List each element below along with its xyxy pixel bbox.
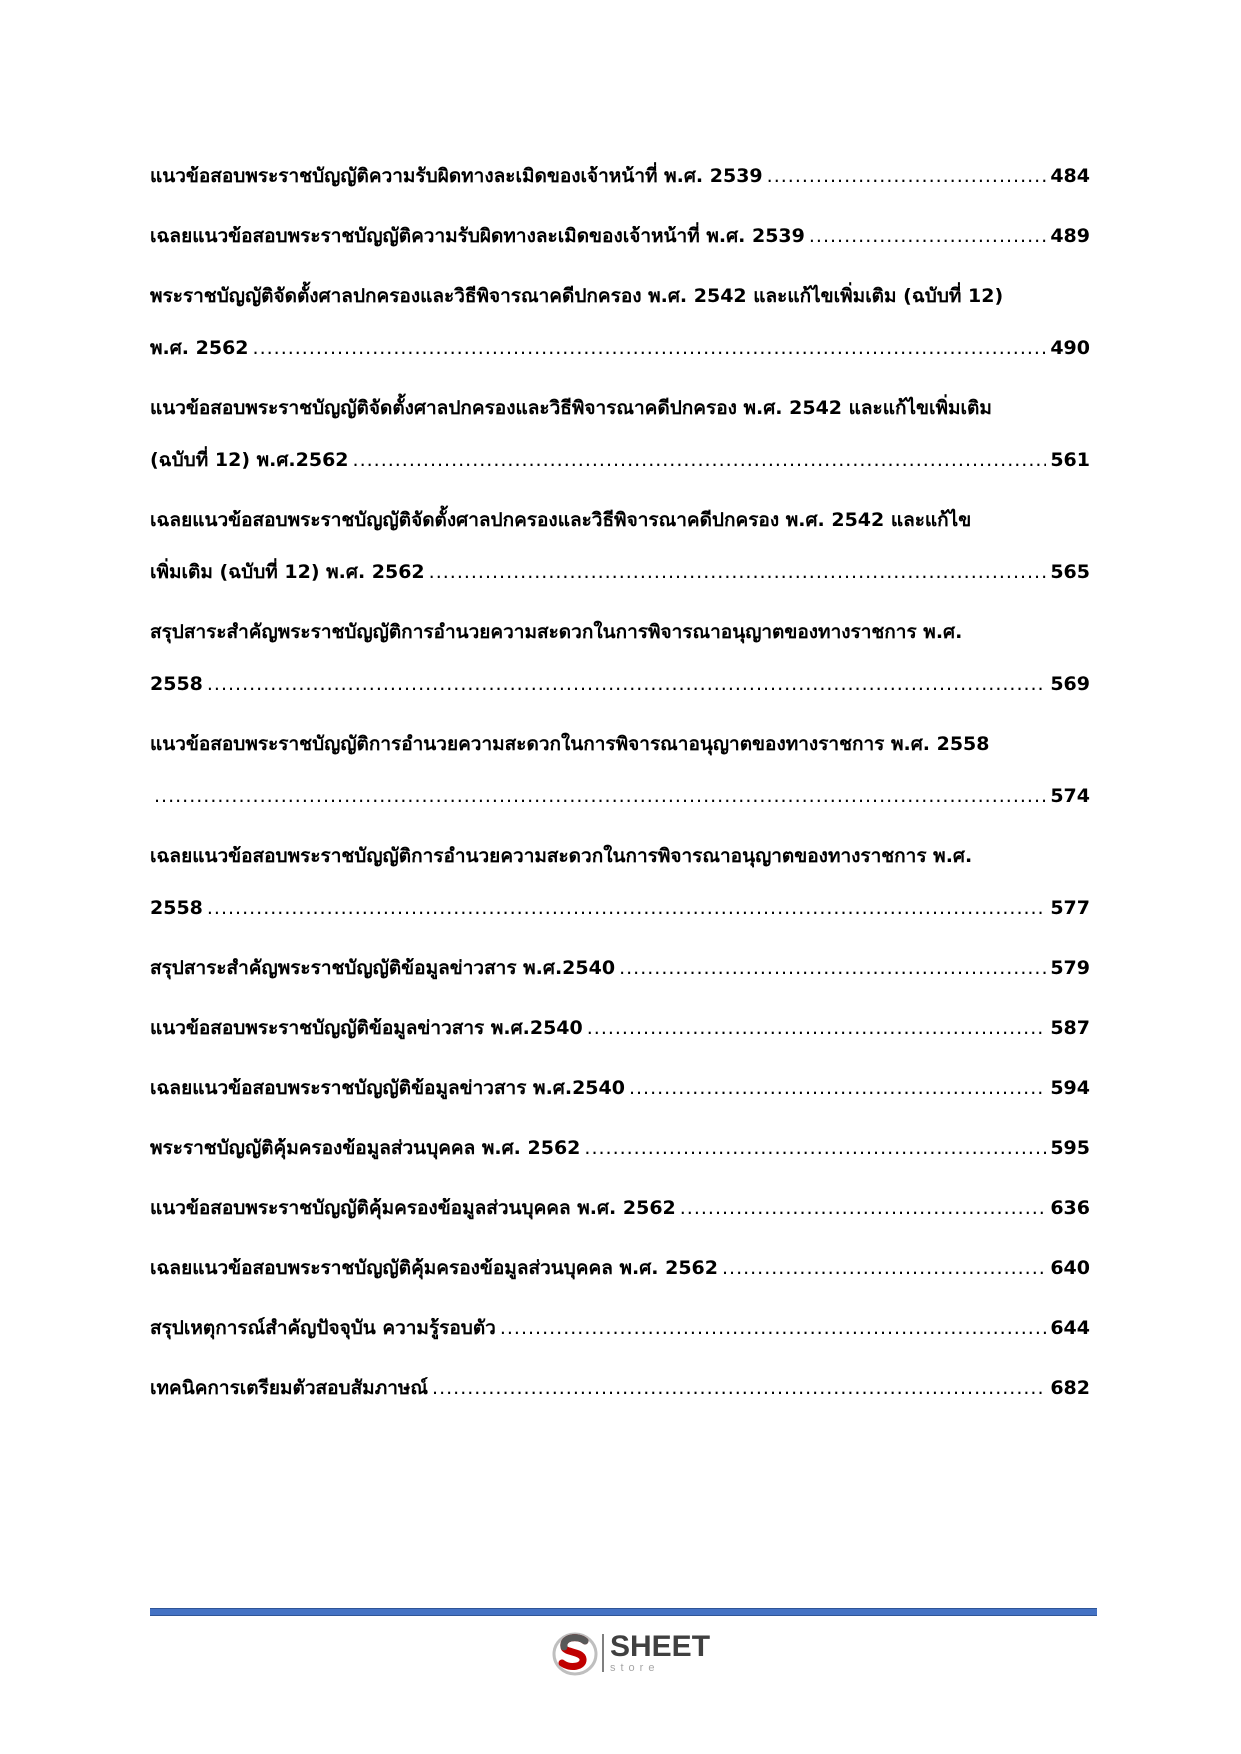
toc-page-number: 561 (1050, 449, 1090, 471)
toc-entry[interactable] (150, 1302, 1090, 1354)
footer-divider (150, 1608, 1097, 1616)
toc-entry-title: พ.ศ. 2562 (150, 337, 249, 359)
dot-leader (353, 434, 1047, 486)
dot-leader (154, 770, 1046, 822)
toc-page-number: 489 (1050, 225, 1090, 247)
dot-leader (619, 942, 1046, 994)
toc-entry[interactable] (150, 1062, 1090, 1114)
toc-entry-line (150, 1122, 1090, 1174)
logo-wordmark: SHEET (610, 1630, 711, 1663)
dot-leader (809, 210, 1046, 262)
dot-leader (587, 1002, 1047, 1054)
logo-subtitle: store (610, 1662, 660, 1674)
dot-leader (207, 882, 1046, 934)
toc-entry-line (150, 1242, 1090, 1294)
toc-entry-title: เฉลยแนวข้อสอบพระราชบัญญัติการอำนวยความสะดวกในการพิจารณาอนุญาตของทางราชการ พ.ศ. (150, 845, 973, 867)
toc-entry-line (150, 322, 1090, 374)
toc-entry-line (150, 210, 1090, 262)
sheet-store-s-logo-icon (552, 1629, 598, 1677)
sheet-store-logo (552, 1625, 722, 1681)
toc-entry[interactable] (150, 494, 1090, 598)
toc-entry[interactable] (150, 718, 1090, 822)
toc-entry-line (150, 1002, 1090, 1054)
toc-entry-title: สรุปเหตุการณ์สำคัญปัจจุบัน ความรู้รอบตัว (150, 1317, 496, 1339)
toc-entry-title: สรุปสาระสำคัญพระราชบัญญัติข้อมูลข่าวสาร พ.ศ.2540 (150, 957, 616, 979)
toc-page-number: 574 (1050, 785, 1090, 807)
dot-leader (500, 1302, 1046, 1354)
toc-entry-line (150, 942, 1090, 994)
dot-leader (432, 1362, 1046, 1414)
toc-entry-title: เฉลยแนวข้อสอบพระราชบัญญัติคุ้มครองข้อมูลส่วนบุคคล พ.ศ. 2562 (150, 1257, 718, 1279)
toc-entry-title: พระราชบัญญัติคุ้มครองข้อมูลส่วนบุคคล พ.ศ. 2562 (150, 1137, 581, 1159)
toc-entry[interactable] (150, 1122, 1090, 1174)
toc-entry-line (150, 150, 1090, 202)
dot-leader (429, 546, 1047, 598)
toc-entry-line (150, 882, 1090, 934)
toc-entry-title: เฉลยแนวข้อสอบพระราชบัญญัติข้อมูลข่าวสาร พ.ศ.2540 (150, 1077, 625, 1099)
toc-page-number: 594 (1050, 1077, 1090, 1099)
toc-entry-line (150, 1062, 1090, 1114)
toc-entry[interactable] (150, 1242, 1090, 1294)
toc-entry-line (150, 1182, 1090, 1234)
toc-page-number: 595 (1050, 1137, 1090, 1159)
toc-entry-title: 2558 (150, 673, 203, 695)
logo-text (610, 1632, 710, 1674)
toc-entry[interactable] (150, 270, 1090, 374)
toc-page-number: 636 (1050, 1197, 1090, 1219)
toc-entry-title: เฉลยแนวข้อสอบพระราชบัญญัติจัดตั้งศาลปกครองและวิธีพิจารณาคดีปกครอง พ.ศ. 2542 และแก้ไข (150, 509, 972, 531)
toc-entry-line (150, 770, 1090, 822)
toc-page-number: 569 (1050, 673, 1090, 695)
dot-leader (680, 1182, 1047, 1234)
toc-entry[interactable] (150, 942, 1090, 994)
toc-entry[interactable] (150, 382, 1090, 486)
toc-page-number: 484 (1050, 165, 1090, 187)
toc-page-number: 490 (1050, 337, 1090, 359)
toc-entry-title: 2558 (150, 897, 203, 919)
toc-entry-line (150, 546, 1090, 598)
toc-entry-title: แนวข้อสอบพระราชบัญญัติคุ้มครองข้อมูลส่วนบุคคล พ.ศ. 2562 (150, 1197, 676, 1219)
toc-entry[interactable] (150, 606, 1090, 710)
toc-entry-line (150, 1302, 1090, 1354)
toc-entry-title: (ฉบับที่ 12) พ.ศ.2562 (150, 449, 349, 471)
toc-entry-title: แนวข้อสอบพระราชบัญญัติจัดตั้งศาลปกครองและวิธีพิจารณาคดีปกครอง พ.ศ. 2542 และแก้ไขเพิ่มเติม (150, 397, 992, 419)
toc-entry-line (150, 434, 1090, 486)
toc-entry[interactable] (150, 1362, 1090, 1414)
toc-page-number: 579 (1050, 957, 1090, 979)
toc-entry[interactable] (150, 1002, 1090, 1054)
toc-entry-title: แนวข้อสอบพระราชบัญญัติการอำนวยความสะดวกในการพิจารณาอนุญาตของทางราชการ พ.ศ. 2558 (150, 733, 990, 755)
toc-entry-title: เพิ่มเติม (ฉบับที่ 12) พ.ศ. 2562 (150, 561, 425, 583)
toc-entry-title: แนวข้อสอบพระราชบัญญัติความรับผิดทางละเมิดของเจ้าหน้าที่ พ.ศ. 2539 (150, 165, 763, 187)
toc-entry-title: สรุปสาระสำคัญพระราชบัญญัติการอำนวยความสะดวกในการพิจารณาอนุญาตของทางราชการ พ.ศ. (150, 621, 963, 643)
toc-entry[interactable] (150, 830, 1090, 934)
toc-page-number: 587 (1050, 1017, 1090, 1039)
toc-page-number: 644 (1050, 1317, 1090, 1339)
toc-page-number: 682 (1050, 1377, 1090, 1399)
toc-page-number: 640 (1050, 1257, 1090, 1279)
toc-page-number: 565 (1050, 561, 1090, 583)
logo-divider (602, 1634, 604, 1672)
toc-entry-title: เทคนิคการเตรียมตัวสอบสัมภาษณ์ (150, 1377, 429, 1399)
toc-entry[interactable] (150, 150, 1090, 202)
dot-leader (722, 1242, 1046, 1294)
dot-leader (629, 1062, 1046, 1114)
dot-leader (207, 658, 1046, 710)
toc-page-number: 577 (1050, 897, 1090, 919)
dot-leader (584, 1122, 1046, 1174)
dot-leader (767, 150, 1047, 202)
table-of-contents (150, 150, 1090, 1422)
toc-entry-title: แนวข้อสอบพระราชบัญญัติข้อมูลข่าวสาร พ.ศ.2540 (150, 1017, 583, 1039)
toc-entry-line (150, 658, 1090, 710)
toc-entry[interactable] (150, 210, 1090, 262)
toc-entry[interactable] (150, 1182, 1090, 1234)
toc-entry-title: เฉลยแนวข้อสอบพระราชบัญญัติความรับผิดทางละเมิดของเจ้าหน้าที่ พ.ศ. 2539 (150, 225, 805, 247)
dot-leader (253, 322, 1047, 374)
toc-entry-title: พระราชบัญญัติจัดตั้งศาลปกครองและวิธีพิจารณาคดีปกครอง พ.ศ. 2542 และแก้ไขเพิ่มเติม (ฉบับที่ 12) (150, 285, 1004, 307)
toc-entry-line (150, 1362, 1090, 1414)
